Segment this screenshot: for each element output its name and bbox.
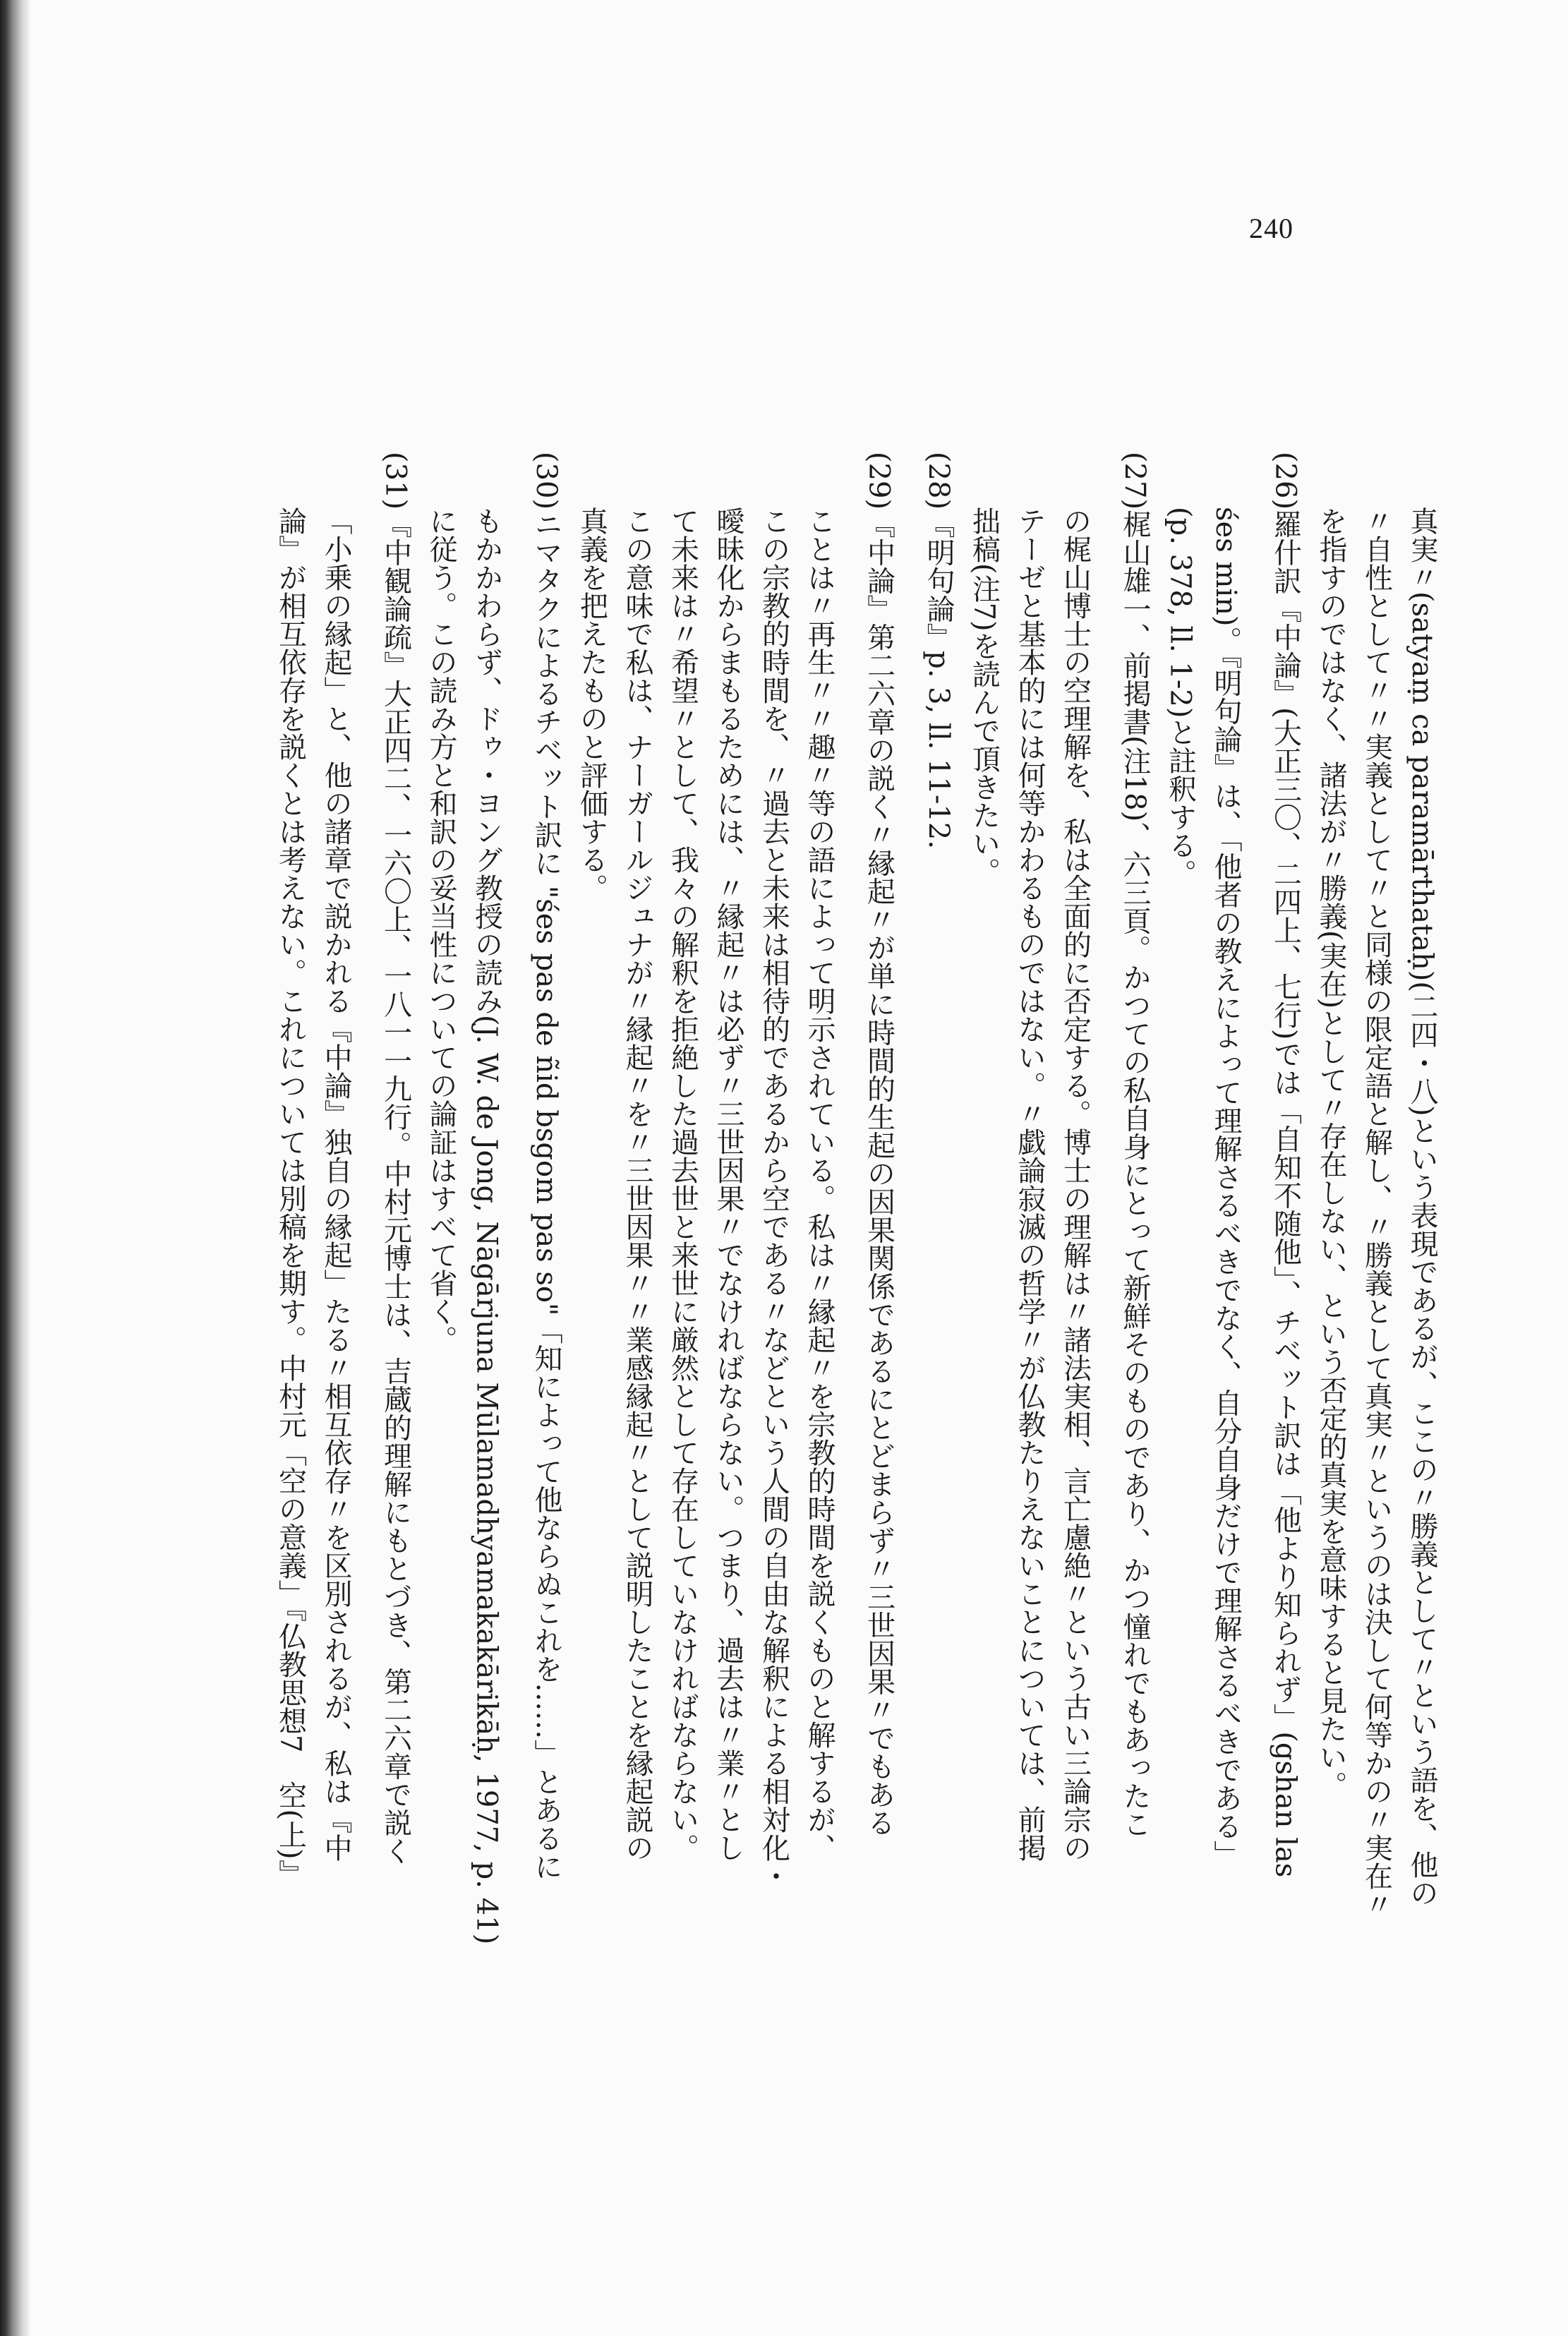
text-line bbox=[1157, 452, 1203, 2313]
text-line bbox=[464, 452, 509, 2313]
text-line bbox=[1353, 452, 1399, 2313]
text-line bbox=[797, 452, 843, 2313]
footnote-28 bbox=[916, 452, 962, 2258]
footnote-number: (26) bbox=[1269, 452, 1302, 510]
line-text: 『中論』第二六章の説く〃縁起〃が単に時間的生起の因果関係であるにとどまらず〃三世因果〃でもある bbox=[862, 510, 895, 1837]
text-line bbox=[1007, 452, 1053, 2313]
line-text: 真実〃(satyaṃ ca paramārthataḥ)(二四・八)という表現であるが、ここの〃勝義として〃という語を、他の bbox=[1406, 507, 1438, 1907]
line-text: 論』が相互依存を説くとは考えない。これについては別稿を期す。中村元「空の意義」『仏教思想7 空(上)』 bbox=[274, 507, 307, 1888]
line-text: 『中観論疏』大正四二、一六〇上、一八一一九行。中村元博士は、吉蔵的理解にもとづき、第二六章で説く bbox=[379, 510, 412, 1865]
line-text: もかかわらず、ドゥ・ヨング教授の読み(J. W. de Jong, Nāgārjuna Mūlamadhyamakakārikāḥ, 1977, p. 41) bbox=[470, 507, 503, 1945]
line-text: 羅什訳『中論』(大正三〇、二四上、七行)では「自知不随他」、チベット訳は「他より知られず」(gshan las bbox=[1269, 510, 1302, 1878]
line-text: ニマタクによるチベット訳に "śes pas de ñid bsgom pas so"「知によって他ならぬこれを……」とあるに bbox=[530, 510, 562, 1881]
footnote-27 bbox=[1112, 452, 1158, 2258]
text-line bbox=[1308, 452, 1354, 2313]
text-line bbox=[1203, 452, 1249, 2313]
line-text: (p. 378, ll. 1-2)と註釈する。 bbox=[1164, 507, 1197, 888]
footnote-number: (29) bbox=[862, 452, 895, 510]
text-line bbox=[418, 452, 464, 2313]
line-text: 拙稿(注7)を読んで頂きたい。 bbox=[967, 507, 1001, 886]
text-line bbox=[1399, 452, 1445, 2313]
line-text: て未来は〃希望〃として、我々の解釈を拒絶した過去世と来世に厳然として存在していなければならない。 bbox=[666, 507, 699, 1862]
line-text: 真義を把えたものと評価する。 bbox=[575, 507, 608, 902]
footnotes-text bbox=[104, 452, 1445, 2258]
page-number: 240 bbox=[1249, 212, 1293, 244]
line-text: の梶山博士の空理解を、私は全面的に否定する。博士の理解は〃諸法実相、言亡慮絶〃という古い三論宗の bbox=[1059, 507, 1092, 1862]
text-line bbox=[267, 452, 313, 2313]
text-line bbox=[706, 452, 752, 2313]
text-line bbox=[615, 452, 661, 2313]
footnote-26 bbox=[1262, 452, 1308, 2258]
line-text: 〃自性として〃〃実義として〃と同様の限定語と解し、〃勝義として真実〃というのは決して何等かの〃実在〃 bbox=[1360, 507, 1393, 1918]
footnote-number: (28) bbox=[922, 452, 955, 510]
footnote-30 bbox=[524, 452, 569, 2258]
footnote-31 bbox=[373, 452, 418, 2258]
line-text: テーゼと基本的には何等かわるものではない。〃戯論寂滅の哲学〃が仏教たりえないことについては、前掲 bbox=[1013, 507, 1046, 1862]
footnote-number: (27) bbox=[1118, 452, 1151, 510]
text-line bbox=[660, 452, 706, 2313]
text-line bbox=[1052, 452, 1098, 2313]
text-line bbox=[313, 452, 359, 2313]
line-text: を指すのではなく、諸法が〃勝義(実在)として〃存在しない、という否定的真実を意味すると見たい。 bbox=[1315, 507, 1347, 1800]
text-line bbox=[961, 452, 1007, 2313]
line-text: 梶山雄一、前掲書(注18)、六三頁。かつての私自身にとって新鮮そのものであり、かつ憧れでもあったこ bbox=[1118, 510, 1151, 1838]
footnote-number: (30) bbox=[530, 452, 562, 510]
line-text: śes min)。『明句論』は、「他者の教えによって理解さるべきでなく、自分自身だけで理解さるべきである」 bbox=[1210, 507, 1242, 1869]
line-text: 『明句論』p. 3, ll. 11-12. bbox=[922, 510, 955, 850]
line-text: 「小乗の縁起」と、他の諸章で説かれる『中論』独自の縁起」たる〃相互依存〃を区別されるが、私は『中 bbox=[320, 507, 352, 1862]
line-text: 曖昧化からまもるためには、〃縁起〃は必ず〃三世因果〃でなければならない。つまり、過去は〃業〃とし bbox=[712, 507, 744, 1862]
text-line bbox=[751, 452, 797, 2313]
line-text: ことは〃再生〃〃趣〃等の語によって明示されている。私は〃縁起〃を宗教的時間を説くものと解するが、 bbox=[803, 507, 836, 1862]
line-text: この意味で私は、ナーガールジュナが〃縁起〃を〃三世因果〃〃業感縁起〃として説明したことを縁起説の bbox=[621, 507, 653, 1862]
line-text: この宗教的時間を、〃過去と未来は相待的であるから空である〃などという人間の自由な解釈による相対化・ bbox=[757, 507, 790, 1890]
line-text: に従う。この読み方と和訳の妥当性についての論証はすべて省く。 bbox=[425, 507, 457, 1354]
binding-shadow bbox=[0, 0, 31, 2336]
footnote-29 bbox=[856, 452, 902, 2258]
text-line bbox=[569, 452, 615, 2313]
footnote-number: (31) bbox=[379, 452, 412, 510]
